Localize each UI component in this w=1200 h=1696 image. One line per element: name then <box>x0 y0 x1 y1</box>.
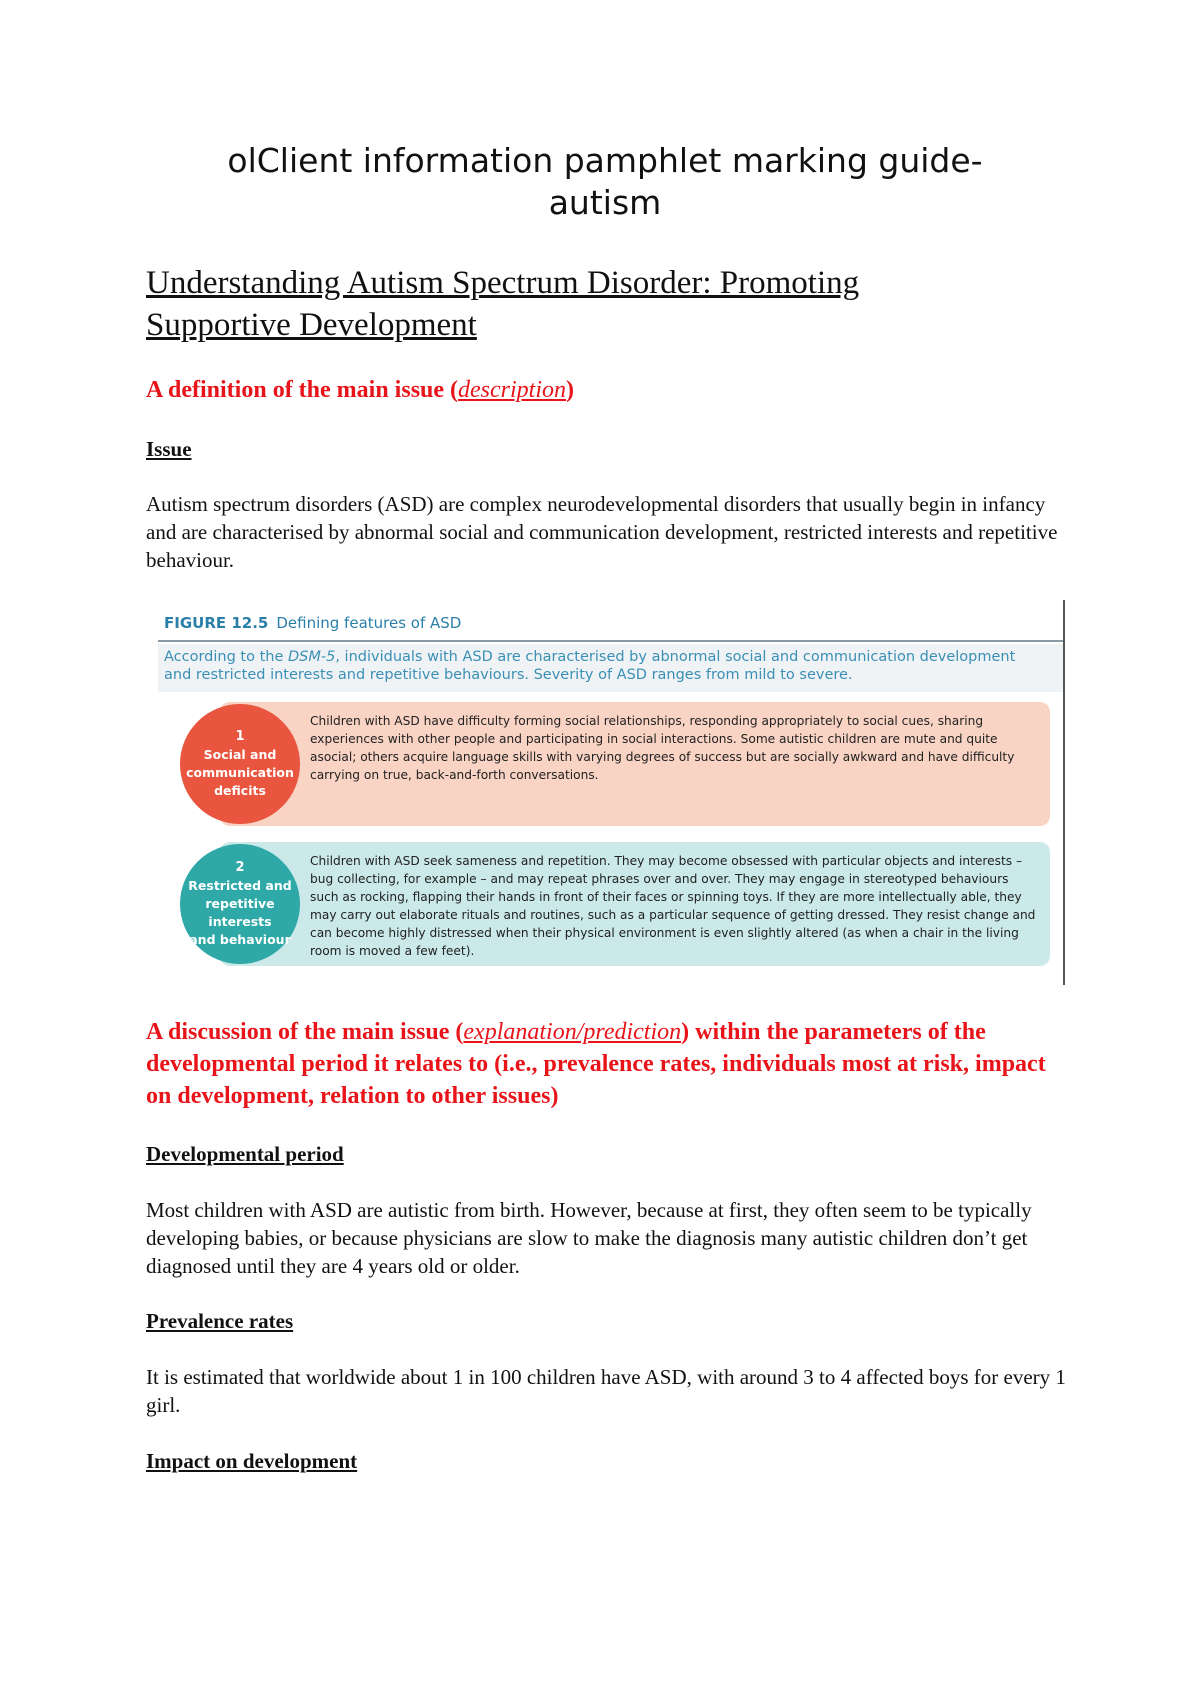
figure-header <box>158 610 1063 642</box>
feature-circle-restricted <box>180 844 300 964</box>
issue-paragraph: Autism spectrum disorders (ASD) are complex neurodevelopmental disorders that usually begin in infancy and are characterised by abnormal social and communication development, restricted interests and repetitive behaviour. <box>146 492 1058 572</box>
feature-name-line: Restricted and <box>188 878 292 893</box>
feature-name-line: Social and <box>203 747 277 762</box>
document-subtitle <box>146 262 1046 346</box>
feature-name-line: and behaviour <box>189 932 291 947</box>
feature-name-line: repetitive interests <box>205 896 275 929</box>
prevalence-rates-paragraph: It is estimated that worldwide about 1 in 100 children have ASD, with around 3 to 4 affected boys for every 1 girl. <box>146 1365 1066 1417</box>
asd-features-figure <box>158 600 1065 985</box>
feature-text-restricted: Children with ASD seek sameness and repetition. They may become obsessed with particular objects and interests – bug collecting, for example – and may repeat phrases over and over. They may engage in stereotyped behaviours such as rocking, flapping their hands in front of their faces or spinning toys. If they are more intellectually able, they may carry out elaborate rituals and routines, such as a particular sequence of getting dressed. They resist change and can become highly distressed when their physical environment is even slightly altered (as when a chair in the living room is moved a few feet). <box>310 854 1036 958</box>
feature-box-social <box>220 702 1050 826</box>
feature-circle-social <box>180 704 300 824</box>
discussion-heading-text: A discussion of the main issue ( <box>146 1019 464 1045</box>
figure-desc-line2: and restricted interests and repetitive behaviours. Severity of ASD ranges from mild to severe. <box>164 667 853 683</box>
figure-label <box>164 614 461 632</box>
page-title-line1: olClient information pamphlet marking guide- <box>227 141 983 180</box>
figure-description <box>158 644 1063 692</box>
feature-name-line: communication <box>186 765 294 780</box>
feature-box-restricted <box>220 842 1050 966</box>
definition-heading-emphasis: description <box>458 377 567 403</box>
definition-heading <box>146 374 1076 406</box>
figure-desc-post: , individuals with ASD are characterised by abnormal social and communication development <box>335 649 1016 665</box>
figure-desc-dsm: DSM-5 <box>288 649 336 665</box>
discussion-heading <box>146 1016 1076 1112</box>
developmental-period-paragraph: Most children with ASD are autistic from birth. However, because at first, they often seem to be typically developing babies, or because physicians are slow to make the diagnosis many autistic children don’t get diagnosed until they are 4 years old or older. <box>146 1198 1032 1278</box>
discussion-heading-emphasis: explanation/prediction <box>463 1019 682 1045</box>
impact-on-development-heading: Impact on development <box>146 1449 358 1473</box>
prevalence-rates-heading: Prevalence rates <box>146 1309 294 1333</box>
feature-name-line: deficits <box>214 783 266 798</box>
subtitle-line2: Supportive Development <box>146 307 477 343</box>
figure-desc-pre: According to the <box>164 649 288 665</box>
figure-number: FIGURE 12.5 <box>164 614 269 632</box>
discussion-heading-rest: ) within the parameters of the developmental period it relates to (i.e., prevalence rates, individuals most at risk, impact on development, relation to other issues) <box>146 1019 1046 1109</box>
figure-caption: Defining features of ASD <box>276 614 462 632</box>
issue-heading: Issue <box>146 437 192 461</box>
page-title <box>150 140 1060 224</box>
definition-heading-text: A definition of the main issue ( <box>146 377 459 403</box>
developmental-period-heading: Developmental period <box>146 1142 344 1166</box>
page-title-line2: autism <box>548 183 662 222</box>
feature-number: 1 <box>235 729 245 744</box>
definition-heading-close: ) <box>566 377 575 403</box>
feature-text-social: Children with ASD have difficulty forming social relationships, responding appropriately to social cues, sharing experiences with other people and participating in social interactions. Some autistic children are mute and quite asocial; others acquire language skills with varying degrees of success but are socially awkward and have difficulty carrying on true, back-and-forth conversations. <box>310 714 1015 782</box>
subtitle-line1: Understanding Autism Spectrum Disorder: Promoting <box>146 265 860 301</box>
feature-number: 2 <box>235 860 245 875</box>
